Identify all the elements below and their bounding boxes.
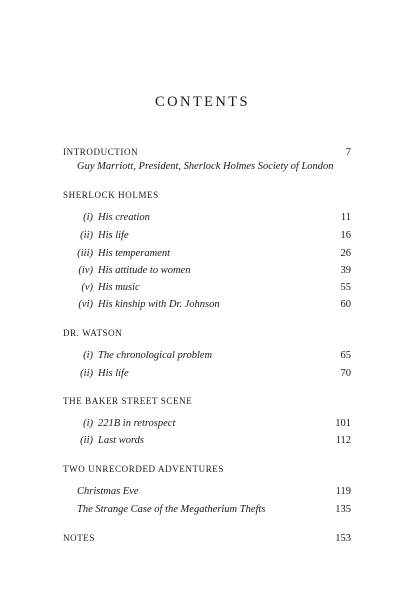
entry-title: His kinship with Dr. Johnson	[98, 299, 220, 310]
entry-title: The Strange Case of the Megatherium Thefts	[77, 504, 266, 515]
toc-entry[interactable]	[63, 263, 351, 278]
section-heading-sherlock-holmes: SHERLOCK HOLMES	[63, 190, 159, 200]
entry-title: 221B in retrospect	[98, 418, 176, 429]
entry-number: (ii)	[80, 368, 93, 379]
entry-title: His temperament	[98, 248, 171, 259]
entry-number: (i)	[83, 418, 93, 429]
entry-page: 11	[340, 212, 351, 223]
entry-page: 101	[335, 418, 351, 429]
entry-title: His music	[98, 282, 140, 293]
entry-page: 65	[340, 350, 351, 361]
entry-title: His creation	[98, 212, 150, 223]
entry-title: His life	[98, 368, 129, 379]
entry-number: (v)	[81, 282, 93, 293]
entry-page: 55	[340, 282, 351, 293]
toc-entry[interactable]	[63, 210, 351, 225]
entry-page: 39	[340, 265, 351, 276]
entry-number: (vi)	[78, 299, 93, 310]
entry-page: 119	[335, 486, 351, 497]
entry-number: (ii)	[80, 435, 93, 446]
section-heading-dr-watson: DR. WATSON	[63, 328, 123, 338]
section-heading-two-unrecorded-adventures: TWO UNRECORDED ADVENTURES	[63, 464, 224, 474]
toc-entry-introduction[interactable]	[63, 145, 351, 160]
toc-entry[interactable]	[63, 366, 351, 381]
entry-number: (iii)	[77, 248, 93, 259]
entry-number: (i)	[83, 350, 93, 361]
toc-entry[interactable]	[63, 502, 351, 517]
entry-number: (iv)	[78, 265, 93, 276]
section-heading-baker-street-scene: THE BAKER STREET SCENE	[63, 396, 193, 406]
entry-number: (i)	[83, 212, 93, 223]
entry-page: 16	[340, 230, 351, 241]
entry-title: His attitude to women	[98, 265, 191, 276]
entry-number: (ii)	[80, 230, 93, 241]
toc-entry[interactable]	[63, 228, 351, 243]
toc-entry[interactable]	[63, 416, 351, 431]
toc-entry-notes[interactable]	[63, 531, 351, 546]
entry-title: His life	[98, 230, 129, 241]
introduction-page: 7	[345, 147, 351, 158]
toc-entry[interactable]	[63, 246, 351, 261]
entry-page: 112	[335, 435, 351, 446]
toc-entry[interactable]	[63, 297, 351, 312]
notes-label: NOTES	[63, 533, 95, 543]
toc-entry[interactable]	[63, 433, 351, 448]
toc-entry[interactable]	[63, 280, 351, 295]
introduction-label: INTRODUCTION	[63, 147, 139, 157]
entry-title: Christmas Eve	[77, 486, 139, 497]
notes-page: 153	[335, 533, 351, 544]
entry-page: 60	[340, 299, 351, 310]
toc-entry[interactable]	[63, 484, 351, 499]
entry-page: 135	[335, 504, 351, 515]
entry-title: Last words	[98, 435, 145, 446]
entry-page: 26	[340, 248, 351, 259]
entry-page: 70	[340, 368, 351, 379]
contents-title: CONTENTS	[155, 94, 250, 110]
introduction-author: Guy Marriott, President, Sherlock Holmes Society of London	[77, 161, 334, 172]
toc-entry[interactable]	[63, 348, 351, 363]
entry-title: The chronological problem	[98, 350, 213, 361]
